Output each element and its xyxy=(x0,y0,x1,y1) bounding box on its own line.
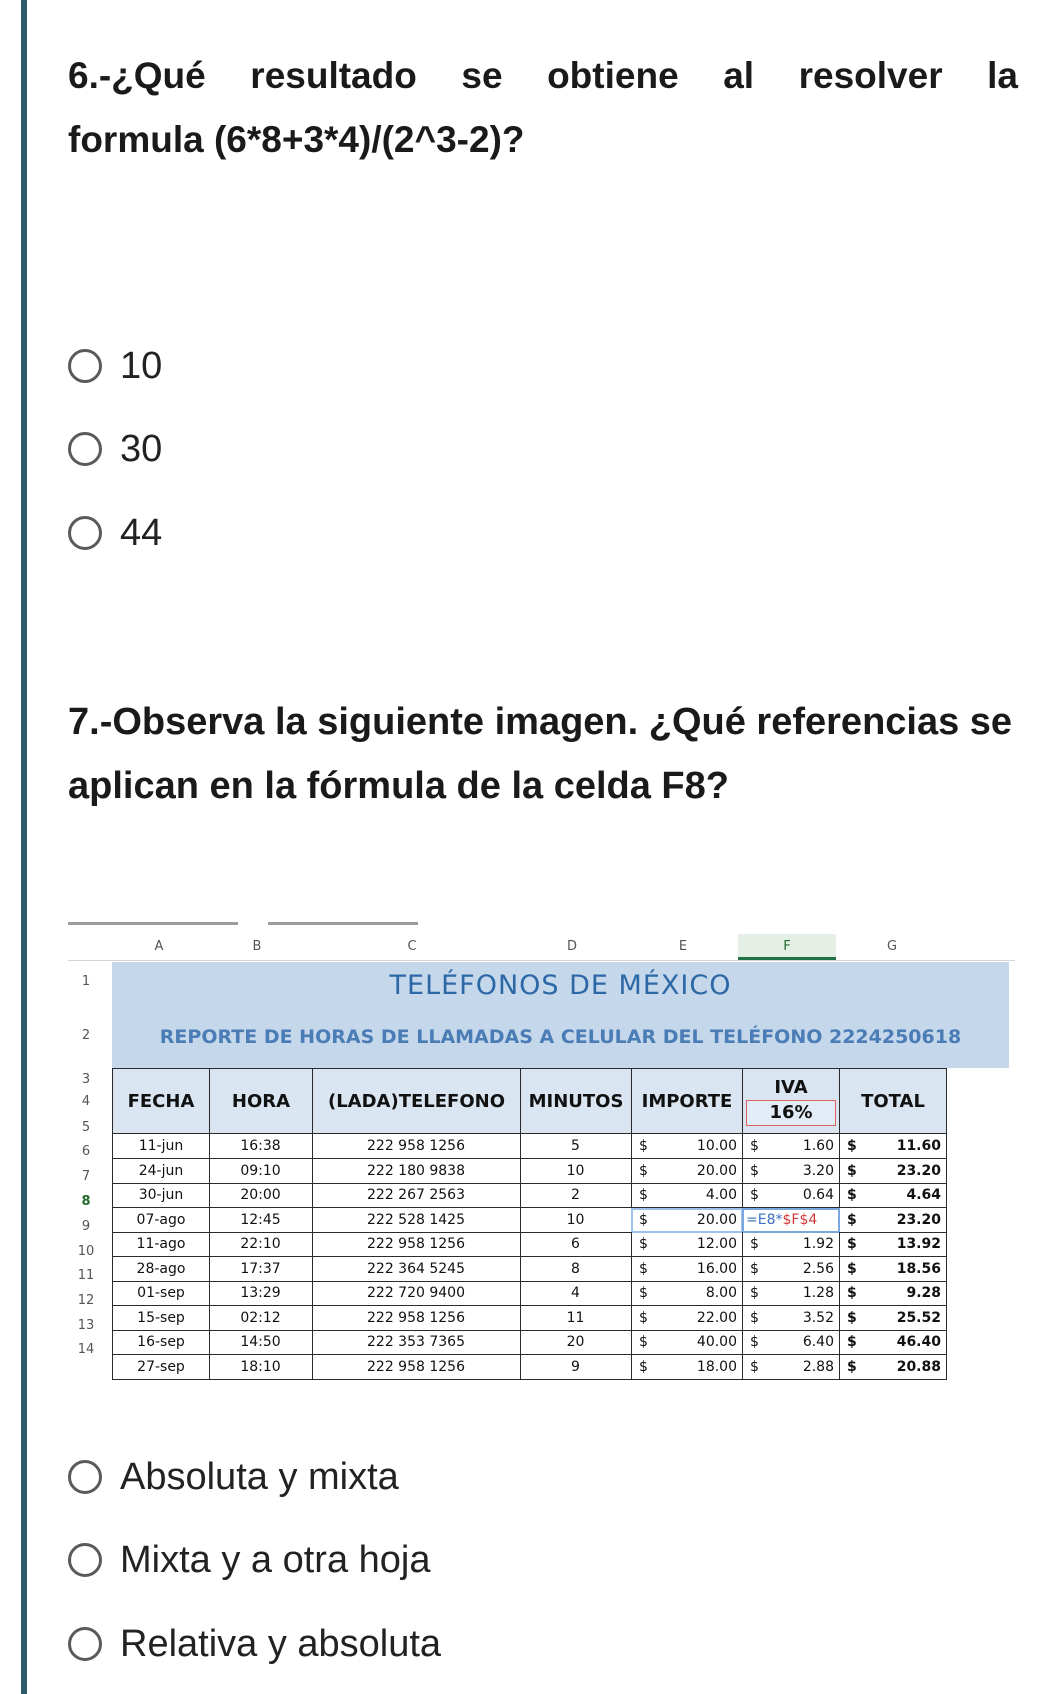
cell-minutos[interactable]: 4 xyxy=(520,1281,632,1306)
cell-fecha[interactable]: 15-sep xyxy=(112,1306,210,1331)
header-iva-label: IVA xyxy=(774,1077,808,1098)
cell-importe[interactable]: $ 4.00 xyxy=(631,1183,743,1208)
q7-option-3[interactable] xyxy=(68,1622,441,1666)
cell-total[interactable]: $ 23.20 xyxy=(839,1159,947,1184)
question-7: 7.-Observa la siguiente imagen. ¿Qué referencias se aplican en la fórmula de la celda F8? xyxy=(68,701,1013,807)
cell-iva[interactable]: $ 0.64 xyxy=(742,1183,840,1208)
cell-telefono[interactable]: 222 958 1256 xyxy=(312,1232,521,1257)
radio-button[interactable] xyxy=(68,1543,102,1577)
column-header-row xyxy=(68,934,1015,961)
cell-telefono[interactable]: 222 958 1256 xyxy=(312,1355,521,1380)
cell-total[interactable]: $ 46.40 xyxy=(839,1330,947,1355)
header-minutos: MINUTOS xyxy=(520,1068,632,1134)
cell-minutos[interactable]: 11 xyxy=(520,1306,632,1331)
cell-minutos[interactable]: 8 xyxy=(520,1257,632,1282)
question-6 xyxy=(68,44,1018,172)
radio-button[interactable] xyxy=(68,1460,102,1494)
cell-minutos[interactable]: 5 xyxy=(520,1134,632,1159)
question-6-line1: 6.-¿Qué resultado se obtiene al resolver la xyxy=(68,55,1018,96)
q6-option-2[interactable] xyxy=(68,427,162,471)
row-header-3[interactable]: 3 xyxy=(81,1072,91,1087)
formula-relative-part: =E8* xyxy=(746,1211,783,1228)
header-importe: IMPORTE xyxy=(631,1068,743,1134)
cell-importe[interactable]: $ 18.00 xyxy=(631,1355,743,1380)
cell-telefono[interactable]: 222 353 7365 xyxy=(312,1330,521,1355)
radio-button[interactable] xyxy=(68,516,102,550)
cell-iva[interactable]: $ 2.88 xyxy=(742,1355,840,1380)
q7-option-3-label: Relativa y absoluta xyxy=(120,1622,442,1665)
row-header-13[interactable]: 13 xyxy=(77,1318,95,1333)
q7-option-2-label: Mixta y a otra hoja xyxy=(120,1538,431,1581)
row-header-4[interactable]: 4 xyxy=(81,1094,91,1109)
left-accent-bar xyxy=(21,0,27,1694)
cell-fecha[interactable]: 27-sep xyxy=(112,1355,210,1380)
cell-hora[interactable]: 16:38 xyxy=(209,1134,313,1159)
radio-button[interactable] xyxy=(68,432,102,466)
cell-importe[interactable]: $ 22.00 xyxy=(631,1306,743,1331)
row-header-14[interactable]: 14 xyxy=(77,1342,95,1357)
cell-iva[interactable]: $ 1.28 xyxy=(742,1281,840,1306)
header-fecha: FECHA xyxy=(112,1068,210,1134)
cell-fecha[interactable]: 11-ago xyxy=(112,1232,210,1257)
cell-telefono[interactable]: 222 958 1256 xyxy=(312,1306,521,1331)
row-header-2[interactable]: 2 xyxy=(81,1028,91,1043)
cell-telefono[interactable]: 222 364 5245 xyxy=(312,1257,521,1282)
cell-hora[interactable]: 17:37 xyxy=(209,1257,313,1282)
sheet-subtitle: REPORTE DE HORAS DE LLAMADAS A CELULAR DEL TELÉFONO 2224250618 xyxy=(159,1026,962,1048)
cell-telefono[interactable]: 222 528 1425 xyxy=(312,1208,521,1233)
row-header-8[interactable]: 8 xyxy=(81,1194,91,1209)
column-header-d[interactable]: D xyxy=(566,939,577,954)
header-hora: HORA xyxy=(209,1068,313,1134)
cell-iva[interactable]: $ 3.20 xyxy=(742,1159,840,1184)
cell-hora[interactable]: 02:12 xyxy=(209,1306,313,1331)
cell-importe[interactable]: $ 20.00 xyxy=(631,1208,743,1233)
cell-minutos[interactable]: 10 xyxy=(520,1208,632,1233)
cell-fecha[interactable]: 30-jun xyxy=(112,1183,210,1208)
cell-hora[interactable]: 22:10 xyxy=(209,1232,313,1257)
cell-importe[interactable]: $ 16.00 xyxy=(631,1257,743,1282)
q7-option-1-label: Absoluta y mixta xyxy=(120,1455,399,1498)
sheet-top-edge xyxy=(68,922,1008,925)
cell-fecha[interactable]: 28-ago xyxy=(112,1257,210,1282)
question-6-line2: formula (6*8+3*4)/(2^3-2)? xyxy=(68,119,525,160)
cell-importe[interactable]: $ 8.00 xyxy=(631,1281,743,1306)
cell-minutos[interactable]: 2 xyxy=(520,1183,632,1208)
cell-fecha[interactable]: 11-jun xyxy=(112,1134,210,1159)
row-header-9[interactable]: 9 xyxy=(81,1219,91,1234)
cell-total[interactable]: $ 4.64 xyxy=(839,1183,947,1208)
header-iva xyxy=(742,1068,840,1134)
cell-hora[interactable]: 14:50 xyxy=(209,1330,313,1355)
cell-iva[interactable]: $ 1.60 xyxy=(742,1134,840,1159)
cell-iva[interactable]: $ 1.92 xyxy=(742,1232,840,1257)
column-header-e[interactable]: E xyxy=(678,939,688,954)
cell-total[interactable]: $ 20.88 xyxy=(839,1355,947,1380)
cell-total[interactable]: $ 25.52 xyxy=(839,1306,947,1331)
calls-table xyxy=(112,1068,1002,1378)
sheet-title: TELÉFONOS DE MÉXICO xyxy=(389,970,732,1001)
column-header-a[interactable]: A xyxy=(154,939,164,954)
cell-minutos[interactable]: 20 xyxy=(520,1330,632,1355)
q6-option-2-label: 30 xyxy=(120,427,163,470)
cell-hora[interactable]: 12:45 xyxy=(209,1208,313,1233)
cell-iva[interactable]: $ 6.40 xyxy=(742,1330,840,1355)
row-header-12[interactable]: 12 xyxy=(77,1293,95,1308)
column-header-b[interactable]: B xyxy=(252,939,262,954)
row-header-6[interactable]: 6 xyxy=(81,1144,91,1159)
row-header-5[interactable]: 5 xyxy=(81,1120,91,1135)
cell-minutos[interactable]: 9 xyxy=(520,1355,632,1380)
cell-iva[interactable]: $ 2.56 xyxy=(742,1257,840,1282)
cell-minutos[interactable]: 10 xyxy=(520,1159,632,1184)
spreadsheet-image xyxy=(68,922,1015,1382)
header-iva-rate: 16% xyxy=(746,1100,835,1126)
row-header-7[interactable]: 7 xyxy=(81,1169,91,1184)
cell-iva[interactable]: $ 3.52 xyxy=(742,1306,840,1331)
cell-total[interactable]: $ 9.28 xyxy=(839,1281,947,1306)
q7-option-2[interactable] xyxy=(68,1538,430,1582)
column-header-c[interactable]: C xyxy=(407,939,417,954)
column-header-g[interactable]: G xyxy=(886,939,898,954)
row-header-10[interactable]: 10 xyxy=(77,1244,95,1259)
cell-fecha[interactable]: 07-ago xyxy=(112,1208,210,1233)
header-total: TOTAL xyxy=(839,1068,947,1134)
q7-option-1[interactable] xyxy=(68,1455,399,1499)
q6-option-3-label: 44 xyxy=(120,511,163,554)
cell-telefono[interactable]: 222 267 2563 xyxy=(312,1183,521,1208)
cell-hora[interactable]: 20:00 xyxy=(209,1183,313,1208)
cell-total[interactable]: $ 23.20 xyxy=(839,1208,947,1233)
cell-importe[interactable]: $ 12.00 xyxy=(631,1232,743,1257)
radio-button[interactable] xyxy=(68,349,102,383)
radio-button[interactable] xyxy=(68,1627,102,1661)
cell-importe[interactable]: $ 10.00 xyxy=(631,1134,743,1159)
row-header-11[interactable]: 11 xyxy=(77,1268,95,1283)
cell-fecha[interactable]: 01-sep xyxy=(112,1281,210,1306)
formula-absolute-part: $F$4 xyxy=(782,1211,818,1228)
cell-telefono[interactable]: 222 720 9400 xyxy=(312,1281,521,1306)
cell-importe[interactable]: $ 20.00 xyxy=(631,1159,743,1184)
q6-option-3[interactable] xyxy=(68,511,162,555)
cell-hora[interactable]: 09:10 xyxy=(209,1159,313,1184)
cell-telefono[interactable]: 222 180 9838 xyxy=(312,1159,521,1184)
cell-hora[interactable]: 18:10 xyxy=(209,1355,313,1380)
cell-fecha[interactable]: 24-jun xyxy=(112,1159,210,1184)
cell-total[interactable]: $ 18.56 xyxy=(839,1257,947,1282)
cell-fecha[interactable]: 16-sep xyxy=(112,1330,210,1355)
cell-total[interactable]: $ 13.92 xyxy=(839,1232,947,1257)
cell-telefono[interactable]: 222 958 1256 xyxy=(312,1134,521,1159)
cell-importe[interactable]: $ 40.00 xyxy=(631,1330,743,1355)
cell-total[interactable]: $ 11.60 xyxy=(839,1134,947,1159)
q6-option-1[interactable] xyxy=(68,344,162,388)
row-header-1[interactable]: 1 xyxy=(81,974,91,989)
header-telefono: (LADA)TELEFONO xyxy=(312,1068,521,1134)
cell-minutos[interactable]: 6 xyxy=(520,1232,632,1257)
q6-option-1-label: 10 xyxy=(120,344,163,387)
cell-hora[interactable]: 13:29 xyxy=(209,1281,313,1306)
column-header-f[interactable]: F xyxy=(738,934,836,960)
cell-f8-formula[interactable] xyxy=(742,1208,840,1233)
